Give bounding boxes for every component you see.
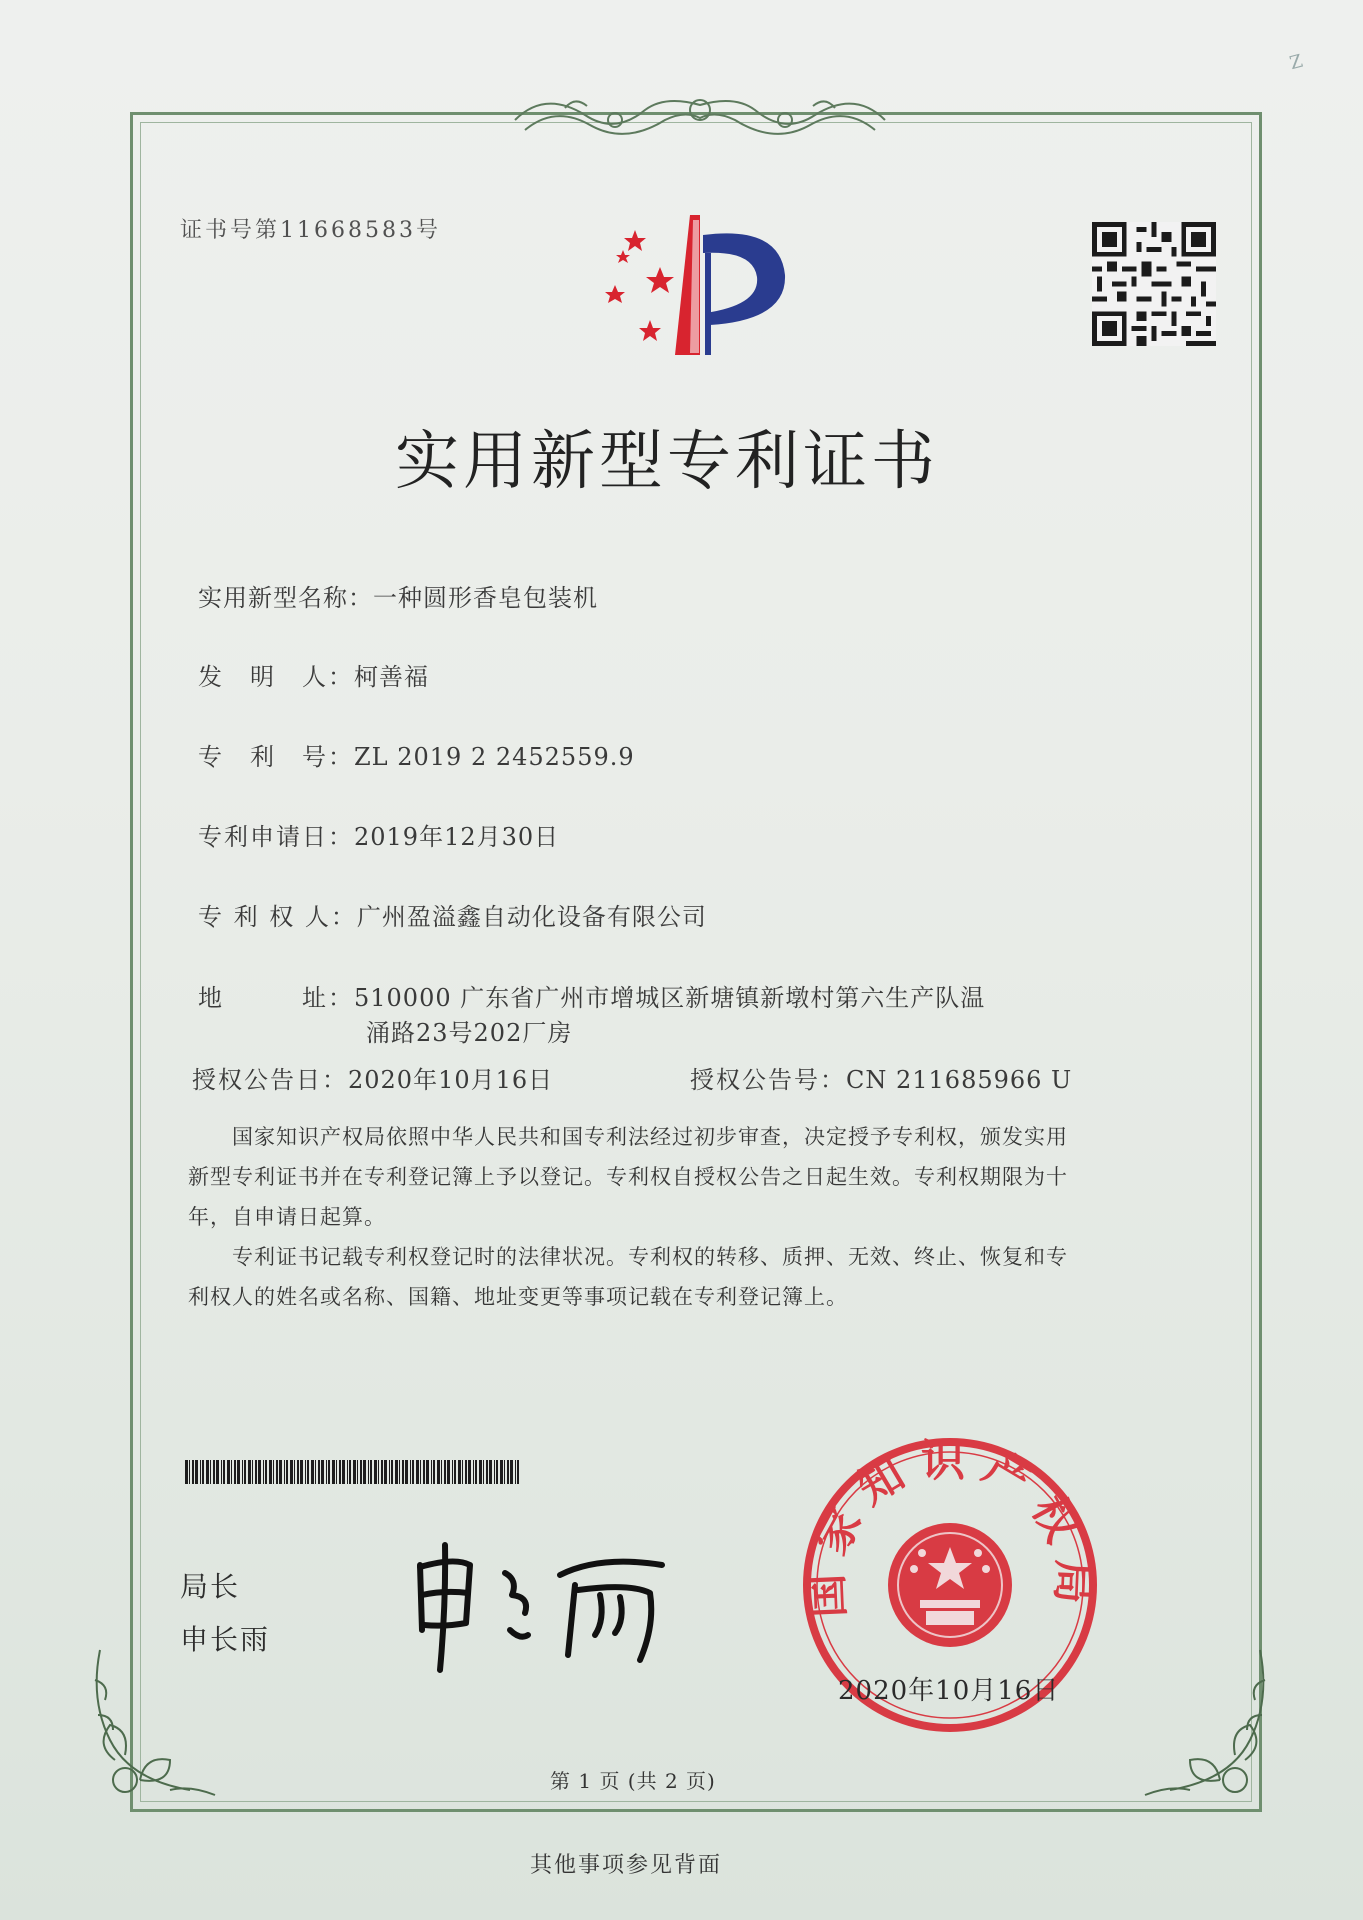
statement-line: 利权人的姓名或名称、国籍、地址变更等事项记载在专利登记簿上。 xyxy=(188,1285,848,1309)
corner-mark: Z xyxy=(1287,50,1306,75)
address-row xyxy=(198,978,985,1013)
ornament-corner-right-icon xyxy=(1130,1640,1280,1810)
statement-line: 新型专利证书并在专利登记簿上予以登记。专利权自授权公告之日起生效。专利权期限为十 xyxy=(188,1165,1068,1189)
page-indicator: 第 1 页 (共 2 页) xyxy=(550,1769,716,1793)
director-name: 申长雨 xyxy=(180,1623,271,1656)
footer-note: 其他事项参见背面 xyxy=(530,1853,723,1878)
statement-line: 专利证书记载专利权登记时的法律状况。专利权的转移、质押、无效、终止、恢复和专 xyxy=(188,1245,1068,1269)
patent-number-label: 专 利 号： xyxy=(198,743,354,771)
ornament-top-icon xyxy=(505,80,895,160)
certificate-number: 证书号第11668583号 xyxy=(180,218,441,243)
filing-date-label: 专利申请日： xyxy=(198,823,354,851)
cnipa-logo-icon xyxy=(595,205,795,365)
barcode-icon xyxy=(185,1460,520,1484)
grant-date-row xyxy=(192,1060,553,1095)
grant-number-value: CN 211685966 U xyxy=(846,1066,1073,1094)
grant-number-label: 授权公告号： xyxy=(690,1066,846,1094)
director-title: 局长 xyxy=(180,1570,241,1603)
statement-line: 国家知识产权局依照中华人民共和国专利法经过初步审查，决定授予专利权，颁发实用 xyxy=(188,1125,1068,1149)
certificate-title: 实用新型专利证书 xyxy=(395,425,939,499)
inventor-row xyxy=(198,657,429,692)
filing-date-row xyxy=(198,817,559,852)
utility-model-name-row xyxy=(198,578,598,613)
address-label: 地 址： xyxy=(198,984,354,1012)
inventor-value: 柯善福 xyxy=(354,663,429,691)
ornament-corner-left-icon xyxy=(80,1640,230,1810)
grant-date-value: 2020年10月16日 xyxy=(348,1066,554,1094)
patentee-label: 专 利 权 人： xyxy=(198,903,357,931)
patentee-value: 广州盈溢鑫自动化设备有限公司 xyxy=(356,903,707,931)
patentee-row xyxy=(198,897,707,932)
statement-paragraph-1 xyxy=(188,1117,1068,1237)
utility-model-name-value: 一种圆形香皂包装机 xyxy=(373,584,598,612)
patent-number-row xyxy=(198,737,635,772)
qr-code-icon xyxy=(1092,222,1216,346)
filing-date-value: 2019年12月30日 xyxy=(354,823,560,851)
address-line-1: 510000 广东省广州市增城区新塘镇新墩村第六生产队温 xyxy=(354,984,986,1012)
statement-line: 年，自申请日起算。 xyxy=(188,1205,386,1229)
grant-date-label: 授权公告日： xyxy=(192,1066,348,1094)
inventor-label: 发 明 人： xyxy=(198,663,354,691)
statement-paragraph-2 xyxy=(188,1237,1068,1317)
utility-model-name-label: 实用新型名称： xyxy=(198,584,373,612)
seal-text: 国家知识产权局 xyxy=(800,1435,1100,1619)
director-signature xyxy=(400,1535,690,1675)
address-line-2: 涌路23号202厂房 xyxy=(366,1019,573,1047)
patent-number-value: ZL 2019 2 2452559.9 xyxy=(354,743,635,771)
seal-date: 2020年10月16日 xyxy=(838,1676,1060,1706)
grant-number-row xyxy=(690,1060,1072,1095)
